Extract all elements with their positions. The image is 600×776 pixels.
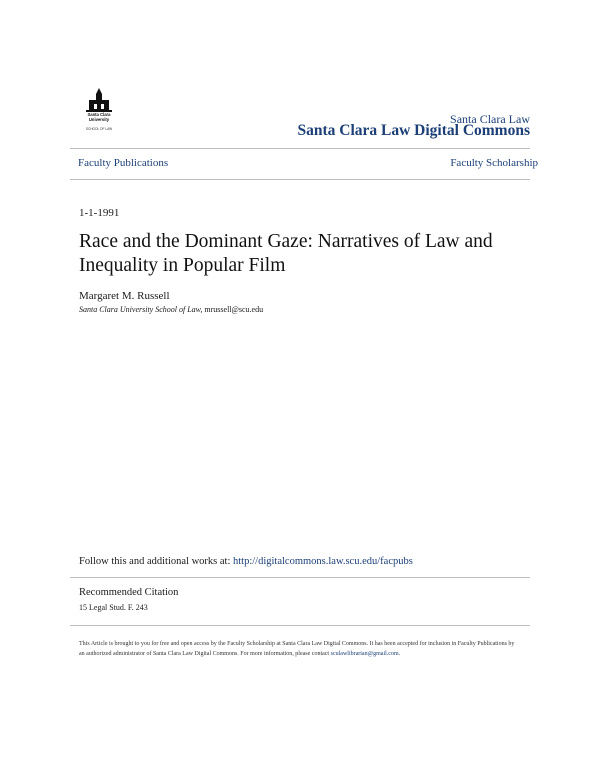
- nav-faculty-scholarship[interactable]: Faculty Scholarship: [450, 157, 538, 169]
- nav-divider: [70, 179, 530, 180]
- author-email[interactable]: mrussell@scu.edu: [204, 305, 264, 314]
- logo-line1: Santa Clara: [87, 112, 111, 117]
- citation-divider: [70, 577, 530, 578]
- follow-link[interactable]: http://digitalcommons.law.scu.edu/facpubs: [233, 556, 413, 567]
- affiliation-text: Santa Clara University School of Law,: [79, 305, 203, 314]
- follow-text: Follow this and additional works at:: [79, 556, 231, 567]
- nav-faculty-publications[interactable]: Faculty Publications: [78, 157, 169, 169]
- footer-end: .: [398, 650, 401, 657]
- footer-text: This Article is brought to you for free and open access by the Faculty Scholarship at Santa Clara Law Digital Commons. It has been accepted for inclusion in Faculty Publications by an authorized administrator of Santa Clara Law Digital Commons. For more information, please contact: [79, 641, 515, 657]
- author-affiliation: [79, 305, 263, 314]
- publisher-small: Santa Clara Law: [450, 112, 530, 126]
- footer-email-link[interactable]: sculawlibrarian@gmail.com: [330, 650, 399, 657]
- footer-notice: [79, 640, 519, 659]
- recommended-citation-text: 15 Legal Stud. F. 243: [79, 603, 148, 612]
- logo-subtitle: SCHOOL OF LAW: [85, 127, 113, 131]
- logo-line2: University: [88, 117, 110, 122]
- article-title: Race and the Dominant Gaze: Narratives of Law and Inequality in Popular Film: [79, 231, 493, 276]
- author-name: Margaret M. Russell: [79, 290, 170, 302]
- recommended-citation-label: Recommended Citation: [79, 587, 179, 598]
- logo-wordmark: [82, 112, 116, 122]
- follow-line: [79, 556, 413, 567]
- top-divider: [70, 148, 530, 149]
- footer-divider: [70, 625, 530, 626]
- publisher-title[interactable]: Santa Clara Law Digital Commons: [297, 122, 530, 139]
- publication-date: 1-1-1991: [79, 207, 120, 219]
